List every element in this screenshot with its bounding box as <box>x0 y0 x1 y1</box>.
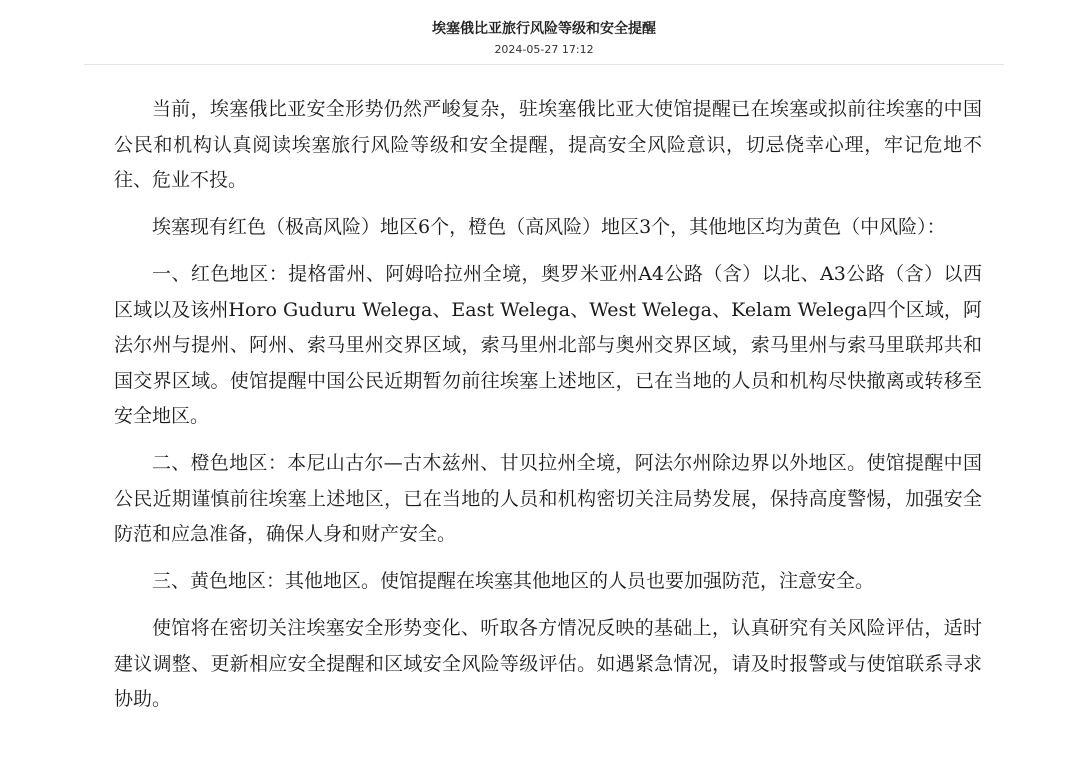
article-header <box>84 0 1004 65</box>
paragraph-red-regions: 一、红色地区：提格雷州、阿姆哈拉州全境，奥罗米亚州A4公路（含）以北、A3公路（含）以西区域以及该州Horo Guduru Welega、East Welega、West Welega、Kelam Welega四个区域，阿法尔州与提州、阿州、索马里州交界区域，索马里州北部与奥州交界区域，索马里州与索马里联邦共和国交界区域。使馆提醒中国公民近期暂勿前往埃塞上述地区，已在当地的人员和机构尽快撤离或转移至安全地区。 <box>114 263 982 427</box>
paragraph-closing: 使馆将在密切关注埃塞安全形势变化、听取各方情况反映的基础上，认真研究有关风险评估，适时建议调整、更新相应安全提醒和区域安全风险等级评估。如遇紧急情况，请及时报警或与使馆联系寻求协助。 <box>114 617 982 710</box>
paragraph-risk-summary: 埃塞现有红色（极高风险）地区6个，橙色（高风险）地区3个，其他地区均为黄色（中风险）： <box>152 216 946 238</box>
paragraph-orange-regions: 二、橙色地区：本尼山古尔—古木兹州、甘贝拉州全境，阿法尔州除边界以外地区。使馆提醒中国公民近期谨慎前往埃塞上述地区，已在当地的人员和机构密切关注局势发展，保持高度警惕，加强安全防范和应急准备，确保人身和财产安全。 <box>114 452 982 545</box>
article-body <box>114 92 982 729</box>
paragraph-intro: 当前，埃塞俄比亚安全形势仍然严峻复杂，驻埃塞俄比亚大使馆提醒已在埃塞或拟前往埃塞的中国公民和机构认真阅读埃塞旅行风险等级和安全提醒，提高安全风险意识，切忌侥幸心理，牢记危地不往、危业不投。 <box>114 98 982 191</box>
article-date: 2024-05-27 17:12 <box>494 43 594 56</box>
article-title: 埃塞俄比亚旅行风险等级和安全提醒 <box>432 21 656 37</box>
paragraph-yellow-regions: 三、黄色地区：其他地区。使馆提醒在埃塞其他地区的人员也要加强防范，注意安全。 <box>152 570 875 592</box>
